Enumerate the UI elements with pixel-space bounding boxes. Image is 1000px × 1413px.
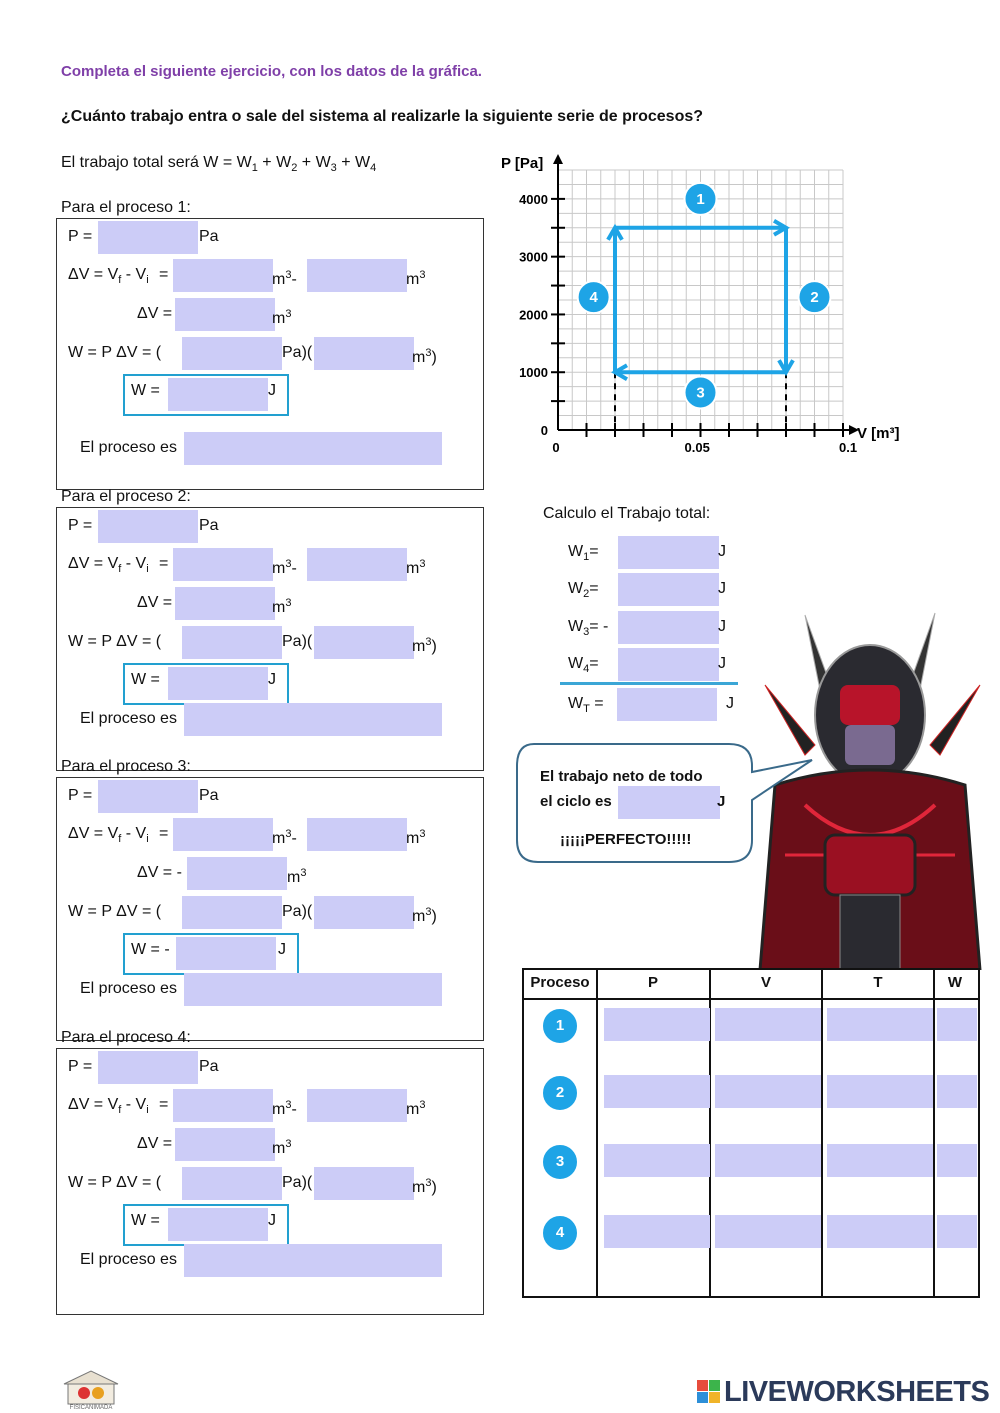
process-2-dv-label: ΔV =	[137, 594, 173, 611]
speech-line2: el ciclo es	[540, 793, 612, 810]
process-2-p-label: P =	[68, 517, 93, 534]
process-2-badge-label: 2	[810, 289, 819, 307]
process-2-vf-unit: $m^3-$	[272, 558, 297, 577]
w1-label: $W_1=$	[568, 543, 599, 563]
w3-label: $W_3=$ -	[568, 618, 609, 638]
table-row-4-v-input[interactable]	[715, 1215, 821, 1248]
table-row-2-v-input[interactable]	[715, 1075, 821, 1108]
process-4-vi-unit: $m^3$	[406, 1099, 426, 1118]
wt-unit: J	[726, 695, 734, 712]
question-text: ¿Cuánto trabajo entra o sale del sistema al realizarle la siguiente serie de procesos?	[61, 108, 704, 125]
table-row-3-badge: 3	[541, 1143, 579, 1181]
table-row-3-p-input[interactable]	[604, 1144, 710, 1177]
process-2-type-label: El proceso es	[80, 710, 177, 727]
process-3-p-input[interactable]	[98, 780, 198, 813]
w4-unit: J	[718, 655, 726, 672]
process-3-dv-formula: $\Delta V = V_f - V_i$	[68, 825, 149, 845]
process-3-w-unit: J	[278, 941, 286, 958]
process-1-w-unit: J	[268, 382, 276, 399]
process-2-title: Para el proceso 2:	[61, 488, 191, 505]
speech-exclaim: ¡¡¡¡¡PERFECTO!!!!!	[560, 831, 692, 848]
table-header-t: T	[873, 974, 883, 991]
x-tick-label: 0.1	[839, 440, 858, 455]
process-4-dv-unit: $m^3$	[272, 1138, 292, 1157]
process-3-vi-input[interactable]	[307, 818, 407, 851]
w2-label: $W_2=$	[568, 580, 599, 600]
y-tick-label: 2000	[519, 307, 548, 323]
x-tick-label: 0	[552, 440, 560, 455]
process-1-w-formula: W = P ΔV = (	[68, 344, 162, 361]
table-row-4-t-input[interactable]	[827, 1215, 933, 1248]
process-4-pa-unit: Pa	[199, 1058, 219, 1075]
process-1-w-label: W =	[131, 382, 160, 399]
process-3-pa-unit: Pa	[199, 787, 219, 804]
wt-label: $W_T$ =	[568, 695, 604, 715]
w3-unit: J	[718, 618, 726, 635]
process-4-wv-unit: $m^3$)	[412, 1177, 437, 1196]
total-calc-title: Calculo el Trabajo total:	[543, 505, 711, 522]
table-row-2-w-input[interactable]	[937, 1075, 977, 1108]
process-3-w-input[interactable]	[176, 937, 276, 970]
chart-ylabel: P [Pa]	[501, 155, 544, 172]
process-1-title: Para el proceso 1:	[61, 199, 191, 216]
process-4-type-label: El proceso es	[80, 1251, 177, 1268]
process-1-type-input[interactable]	[184, 432, 442, 465]
table-row-4-p-input[interactable]	[604, 1215, 710, 1248]
process-2-w-formula: W = P ΔV = (	[68, 633, 162, 650]
process-2-dv-unit: $m^3$	[272, 597, 292, 616]
process-1-p-input[interactable]	[98, 221, 198, 254]
process-4-dv-formula: $\Delta V = V_f - V_i$	[68, 1096, 149, 1116]
process-2-vi-input[interactable]	[307, 548, 407, 581]
process-4-dv-label: ΔV =	[137, 1135, 173, 1152]
y-tick-label: 0	[540, 423, 548, 438]
process-4-dv-eq: =	[159, 1096, 169, 1113]
w3-input[interactable]	[618, 611, 719, 644]
process-4-wp-unit: Pa)(	[282, 1174, 313, 1191]
process-1-vf-input[interactable]	[173, 259, 273, 292]
process-3-p-label: P =	[68, 787, 93, 804]
y-axis-arrow	[553, 154, 563, 164]
process-1-dv-formula: $\Delta V = V_f - V_i$	[68, 266, 149, 286]
table-row-4-w-input[interactable]	[937, 1215, 977, 1248]
process-4-wv-input[interactable]	[314, 1167, 414, 1200]
process-4-w-formula: W = P ΔV = (	[68, 1174, 162, 1191]
table-row-1-v-input[interactable]	[715, 1008, 821, 1041]
process-1-wv-input[interactable]	[314, 337, 414, 370]
process-2-wv-unit: $m^3$)	[412, 636, 437, 655]
process-4-wp-input[interactable]	[182, 1167, 282, 1200]
process-3-wp-unit: Pa)(	[282, 903, 313, 920]
process-2-w-input[interactable]	[168, 667, 268, 700]
x-tick-label: 0.05	[684, 440, 710, 455]
process-1-w-input[interactable]	[168, 378, 268, 411]
process-4-type-input[interactable]	[184, 1244, 442, 1277]
process-1-vi-unit: $m^3$	[406, 269, 426, 288]
process-1-vi-input[interactable]	[307, 259, 407, 292]
w1-unit: J	[718, 543, 726, 560]
process-3-vf-unit: $m^3-$	[272, 828, 297, 847]
w2-input[interactable]	[618, 573, 719, 606]
table-header-p: P	[647, 974, 658, 991]
process-4-p-label: P =	[68, 1058, 93, 1075]
process-2-wv-input[interactable]	[314, 626, 414, 659]
process-3-badge-label: 3	[696, 384, 705, 402]
wt-input[interactable]	[617, 688, 717, 721]
process-3-wv-unit: $m^3$)	[412, 906, 437, 925]
process-1-badge-label: 1	[696, 190, 705, 208]
process-3-dv-unit: $m^3$	[287, 867, 307, 886]
liveworksheets-brand: LIVEWORKSHEETS	[724, 1376, 990, 1408]
table-row-2-p-input[interactable]	[604, 1075, 710, 1108]
process-2-pa-unit: Pa	[199, 517, 219, 534]
table-row-1-t-input[interactable]	[827, 1008, 933, 1041]
y-tick-label: 4000	[519, 191, 548, 207]
process-3-wp-input[interactable]	[182, 896, 282, 929]
process-3-wv-input[interactable]	[314, 896, 414, 929]
process-2-dv-formula: $\Delta V = V_f - V_i$	[68, 555, 149, 575]
process-1-dv-eq: =	[159, 266, 169, 283]
process-1-type-label: El proceso es	[80, 439, 177, 456]
process-3-vi-unit: $m^3$	[406, 828, 426, 847]
process-1-wv-unit: $m^3$)	[412, 347, 437, 366]
process-1-wp-input[interactable]	[182, 337, 282, 370]
process-3-dv-eq: =	[159, 825, 169, 842]
w2-unit: J	[718, 580, 726, 597]
total-formula: El trabajo total será $W = W_1 + W_2 + W_3 + W_4$	[61, 154, 377, 174]
process-1-dv-unit: $m^3$	[272, 308, 292, 327]
table-row-2-t-input[interactable]	[827, 1075, 933, 1108]
process-1-p-label: P =	[68, 228, 93, 245]
process-2-p-input[interactable]	[98, 510, 198, 543]
process-4-vi-input[interactable]	[307, 1089, 407, 1122]
process-2-wp-unit: Pa)(	[282, 633, 313, 650]
fisicanimada-logo	[60, 1368, 122, 1410]
process-1-dv-label: ΔV =	[137, 305, 173, 322]
instruction-text: Completa el siguiente ejercicio, con los datos de la gráfica.	[61, 63, 482, 80]
process-2-vf-input[interactable]	[173, 548, 273, 581]
process-1-dv-input[interactable]	[175, 298, 275, 331]
table-row-4-badge: 4	[541, 1214, 579, 1252]
process-1-wp-unit: Pa)(	[282, 344, 313, 361]
w4-input[interactable]	[618, 648, 719, 681]
process-2-wp-input[interactable]	[182, 626, 282, 659]
table-header-proceso: Proceso	[530, 974, 590, 991]
process-4-vf-unit: $m^3-$	[272, 1099, 297, 1118]
process-4-p-input[interactable]	[98, 1051, 198, 1084]
net-work-unit: J	[717, 793, 726, 810]
net-work-input[interactable]	[618, 786, 720, 819]
w1-input[interactable]	[618, 536, 719, 569]
liveworksheets-icon	[697, 1380, 721, 1404]
process-2-dv-input[interactable]	[175, 587, 275, 620]
table-header-v: V	[760, 974, 771, 991]
svg-text:FISICANIMADA: FISICANIMADA	[69, 1405, 113, 1410]
y-tick-label: 3000	[519, 249, 548, 265]
process-3-vf-input[interactable]	[173, 818, 273, 851]
process-1-vf-unit: $m^3-$	[272, 269, 297, 288]
process-3-w-label: W = -	[131, 941, 170, 958]
chart-xlabel: V [m³]	[857, 425, 900, 442]
table-row-3-w-input[interactable]	[937, 1144, 977, 1177]
process-3-title: Para el proceso 3:	[61, 758, 191, 775]
process-4-w-input[interactable]	[168, 1208, 268, 1241]
process-3-dv-input[interactable]	[187, 857, 287, 890]
process-4-title: Para el proceso 4:	[61, 1029, 191, 1046]
table-row-3-t-input[interactable]	[827, 1144, 933, 1177]
process-4-w-label: W =	[131, 1212, 160, 1229]
sum-divider	[560, 682, 738, 685]
table-row-3-v-input[interactable]	[715, 1144, 821, 1177]
process-2-type-input[interactable]	[184, 703, 442, 736]
chart-marks	[578, 183, 831, 430]
table-header-w: W	[947, 974, 963, 991]
process-2-vi-unit: $m^3$	[406, 558, 426, 577]
speech-line1: El trabajo neto de todo	[540, 768, 703, 785]
table-row-1-w-input[interactable]	[937, 1008, 977, 1041]
w4-label: $W_4=$	[568, 655, 599, 675]
process-1-pa-unit: Pa	[199, 228, 219, 245]
table-row-1-p-input[interactable]	[604, 1008, 710, 1041]
process-4-dv-input[interactable]	[175, 1128, 275, 1161]
process-3-w-formula: W = P ΔV = (	[68, 903, 162, 920]
table-row-2-badge: 2	[541, 1074, 579, 1112]
y-tick-label: 1000	[519, 365, 548, 381]
process-4-badge-label: 4	[589, 289, 598, 307]
table-row-1-badge: 1	[541, 1007, 579, 1045]
process-3-type-label: El proceso es	[80, 980, 177, 997]
process-4-w-unit: J	[268, 1212, 276, 1229]
process-3-type-input[interactable]	[184, 973, 442, 1006]
process-4-vf-input[interactable]	[173, 1089, 273, 1122]
process-2-w-unit: J	[268, 671, 276, 688]
process-3-dv-label: ΔV = -	[137, 864, 182, 881]
process-2-dv-eq: =	[159, 555, 169, 572]
summary-table	[522, 968, 980, 1298]
pv-chart	[495, 150, 915, 470]
process-2-w-label: W =	[131, 671, 160, 688]
